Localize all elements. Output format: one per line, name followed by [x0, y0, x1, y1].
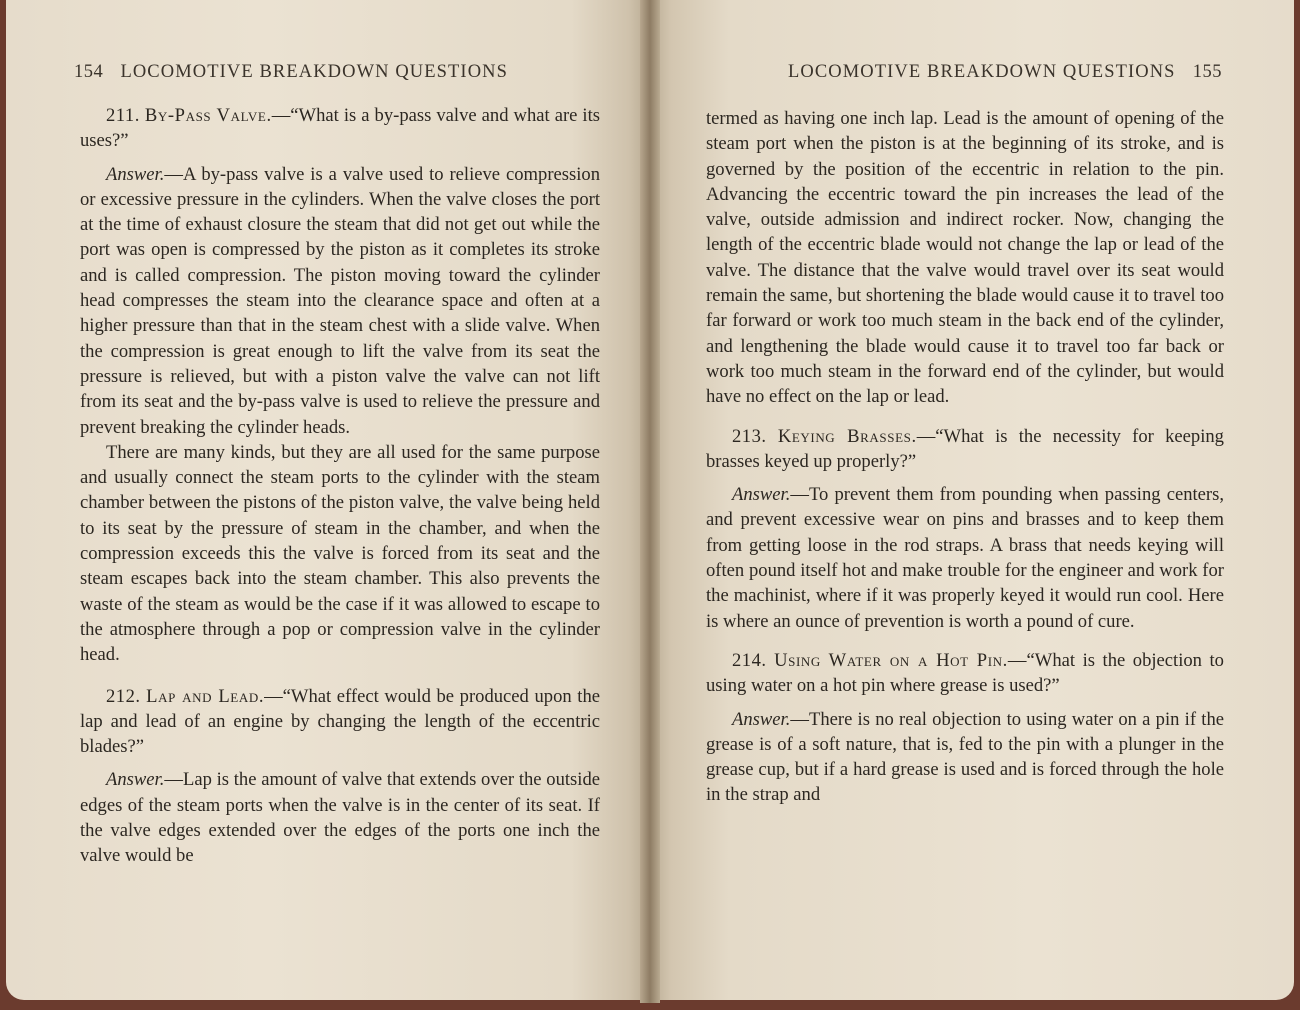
question-214: [706, 648, 1224, 699]
left-page-text: [80, 103, 600, 869]
answer-text: —There is no real objection to using water on a pin if the grease is of a soft nature, that is, fed to the pin with a plunger in the grease cup, but if a hard grease is used and is forced through the hole in the strap and: [706, 708, 1224, 806]
answer-211: [80, 162, 600, 440]
left-running-head: [74, 62, 508, 83]
answer-214: [706, 707, 1224, 808]
question-213: [706, 424, 1224, 475]
right-running-head: [788, 62, 1222, 83]
question-title: Keying Brasses.: [777, 425, 917, 447]
answer-label: Answer.: [106, 769, 165, 791]
answer-212: [80, 767, 600, 868]
answer-label: Answer.: [732, 484, 791, 506]
right-page-text: [706, 106, 1224, 808]
question-212: [80, 684, 600, 760]
right-page-number: 155: [1192, 62, 1222, 82]
answer-label: Answer.: [732, 708, 791, 730]
question-number: 213.: [732, 425, 767, 447]
question-number: 212.: [106, 685, 141, 707]
question-211: [80, 103, 600, 154]
answer-text: —Lap is the amount of valve that extends over the outside edges of the steam ports when the valve is in the center of its seat. If the valve edges extended over the edges of the ports one inch the valve would be: [80, 769, 600, 867]
left-page: [6, 0, 648, 1000]
question-text: —“What is a by-pass valve and what are its uses?”: [80, 105, 600, 152]
question-number: 214.: [732, 649, 767, 671]
left-page-number: 154: [74, 62, 104, 82]
answer-text: —To prevent them from pounding when passing centers, and prevent excessive wear on pins and brasses and to keep them from getting loose in the rod straps. A brass that needs keying will often pound itself hot and make trouble for the engineer and work for the machinist, where if it was properly keyed it would run cool. Here is where an ounce of prevention is worth a pound of cure.: [706, 484, 1224, 632]
question-title: Using Water on a Hot Pin.: [774, 649, 1008, 671]
book-gutter: [640, 0, 660, 1003]
question-text: —“What is the objection to using water on a hot pin where grease is used?”: [706, 649, 1224, 697]
right-running-head-title: LOCOMOTIVE BREAKDOWN QUESTIONS: [788, 62, 1176, 82]
question-text: —“What effect would be produced upon the lap and lead of an engine by changing the length of the eccentric blades?”: [80, 685, 600, 758]
answer-label: Answer.: [106, 163, 165, 185]
left-running-head-title: LOCOMOTIVE BREAKDOWN QUESTIONS: [120, 62, 508, 82]
question-text: —“What is the necessity for keeping brasses keyed up properly?”: [706, 425, 1224, 472]
answer-212-continued: termed as having one inch lap. Lead is the amount of opening of the steam port when the piston is at the beginning of its stroke, and is governed by the position of the eccentric in relation to the pin. Advancing the eccentric toward the pin increases the lead of the valve, outside admission and indirect rocker. Now, changing the length of the eccentric blade would not change the lap or lead of the valve. The distance that the valve would travel over its seat would remain the same, but shortening the blade would cause it to travel too far forward or work too much steam in the back end of the cylinder, and lengthening the blade would cause it to travel too far back or work too much steam in the forward end of the cylinder, but would have no effect on the lap or lead.: [706, 108, 1224, 408]
answer-text: —A by-pass valve is a valve used to relieve compression or excessive pressure in the cylinders. When the valve closes the port at the time of exhaust closure the steam that did not get out while the port was open is compressed by the piston as it completes its stroke and is called compression. The piston moving toward the cylinder head compresses the steam into the clearance space and often at a higher pressure than that in the steam chest with a slide valve. When the compression is great enough to lift the valve from its seat the pressure is relieved, but with a piston valve the valve can not lift from its seat and the by-pass valve is used to relieve the pressure and prevent breaking the cylinder heads.: [80, 163, 600, 438]
right-page: [652, 0, 1294, 1000]
answer-211-paragraph-2: There are many kinds, but they are all used for the same purpose and usually connect the steam ports to the cylinder with the steam chamber between the pistons of the piston valve, the valve being held to its seat by the pressure of steam in the chamber, and when the compression exceeds this the valve is forced from its seat and the steam escapes back into the steam chamber. This also prevents the waste of the steam as would be the case if it was allowed to escape to the atmosphere through a pop or compression valve in the cylinder head.: [80, 441, 600, 666]
answer-213: [706, 482, 1224, 634]
question-title: By-Pass Valve.: [144, 105, 272, 126]
question-title: Lap and Lead.: [146, 685, 265, 707]
question-number: 211.: [106, 105, 140, 126]
